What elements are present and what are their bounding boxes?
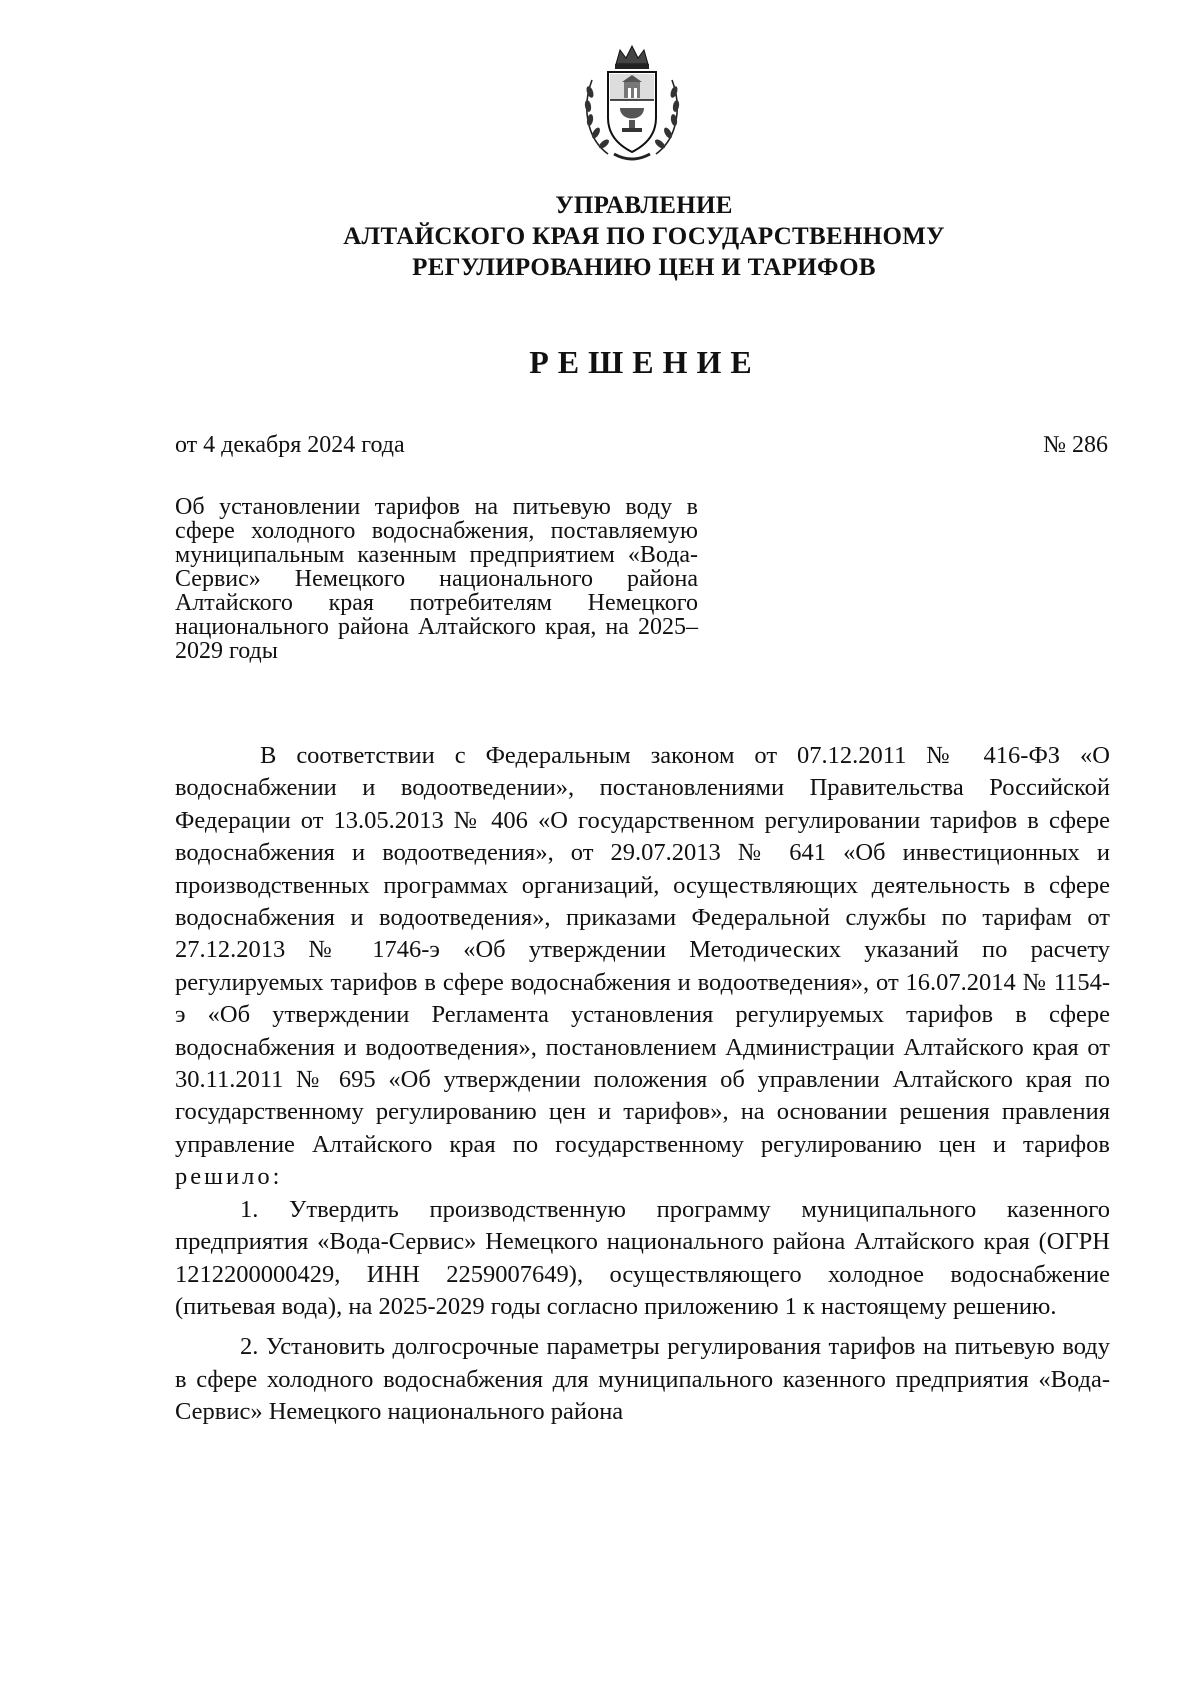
- org-line-3: РЕГУЛИРОВАНИЮ ЦЕН И ТАРИФОВ: [412, 254, 876, 281]
- document-body: [175, 740, 1110, 1429]
- preamble-text: В соответствии с Федеральным законом от 07.12.2011 № 416-ФЗ «О водоснабжении и водоотведении», постановлениями Правительства Российской Федерации от 13.05.2013 № 406 «О государственном регулировании тарифов в сфере водоснабжения и водоотведения», от 29.07.2013 № 641 «Об инвестиционных и производственных программах организаций, осуществляющих деятельность в сфере водоснабжения и водоотведения», приказами Федеральной службы по тарифам от 27.12.2013 № 1746-э «Об утверждении Методических указаний по расчету регулируемых тарифов в сфере водоснабжения и водоотведения», от 16.07.2014 № 1154-э «Об утверждении Регламента установления регулируемых тарифов в сфере водоснабжения и водоотведения», постановлением Администрации Алтайского края от 30.11.2011 № 695 «Об утверждении положения об управлении Алтайского края по государственному регулированию цен и тарифов», на основании решения правления управление Алтайского края по государственному регулированию цен и тарифов: [175, 742, 1110, 1158]
- organization-name: [0, 190, 1200, 283]
- document-number: № 286: [1043, 432, 1108, 458]
- item-2-paragraph: 2. Установить долгосрочные параметры регулирования тарифов на питьевую воду в сфере холодного водоснабжения для муниципального казенного предприятия «Вода-Сервис» Немецкого национального района: [175, 1333, 1110, 1426]
- document-subject: Об установлении тарифов на питьевую воду в сфере холодного водоснабжения, поставляемую муниципальным казенным предприятием «Вода-Сервис» Немецкого национального района Алтайского края потребителям Немецкого национального района Алтайского края, на 2025–2029 годы: [175, 494, 698, 664]
- org-line-1: УПРАВЛЕНИЕ: [555, 192, 733, 219]
- resolved-word: решило:: [175, 1163, 283, 1191]
- org-line-2: АЛТАЙСКОГО КРАЯ ПО ГОСУДАРСТВЕННОМУ: [343, 223, 945, 250]
- item-1-paragraph: 1. Утвердить производственную программу муниципального казенного предприятия «Вода-Сервис» Немецкого национального района Алтайского края (ОГРН 1212200000429, ИНН 2259007649), осуществляющего холодное водоснабжение (питьевая вода), на 2025-2029 годы согласно приложению 1 к настоящему решению.: [175, 1195, 1110, 1320]
- document-date: от 4 декабря 2024 года: [175, 432, 405, 458]
- preamble-paragraph: [175, 740, 1110, 1194]
- altai-krai-coat-of-arms-icon: [578, 42, 686, 170]
- document-type-title: РЕШЕНИЕ: [529, 344, 761, 380]
